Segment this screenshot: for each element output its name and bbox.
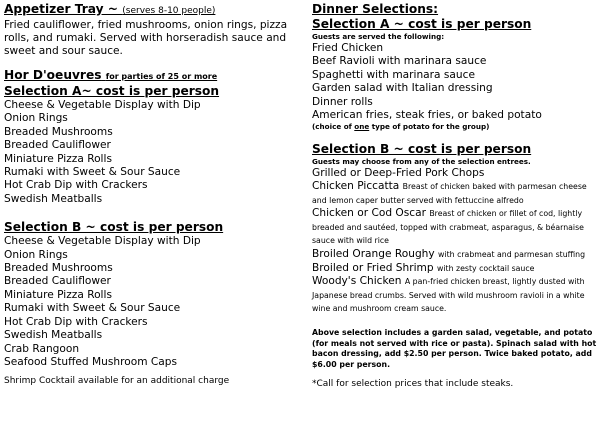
list-item: Spaghetti with marinara sauce xyxy=(312,68,475,81)
selection-a-intro: Guests are served the following: xyxy=(312,32,445,41)
entree-description: A pan-fried chicken breast, lightly dusted with Japanese bread crumbs. Served with wild mushroom ravioli in a white wine and mushroom cream sauce. xyxy=(312,277,585,314)
list-item: Breaded Cauliflower xyxy=(4,139,111,152)
list-item: Breaded Cauliflower xyxy=(4,275,111,288)
entree-item xyxy=(312,167,598,180)
right-selection-a-list xyxy=(312,42,598,122)
right-selection-b-heading: Selection B ~ cost is per person xyxy=(312,142,532,157)
left-selection-a-list xyxy=(4,99,304,206)
list-item: Breaded Mushrooms xyxy=(4,262,113,275)
left-column xyxy=(4,2,304,387)
list-item: Rumaki with Sweet & Sour Sauce xyxy=(4,166,181,179)
steak-prices-note: *Call for selection prices that include steaks. xyxy=(312,379,514,390)
hors-heading: Hor D'oeuvres for parties of 25 or more xyxy=(4,68,218,82)
hors-note: for parties of 25 or more xyxy=(105,72,218,81)
right-column xyxy=(312,2,598,390)
entree-name: Broiled or Fried Shrimp xyxy=(312,261,434,274)
appetizer-heading: Appetizer Tray ~ (serves 8-10 people) xyxy=(4,2,216,16)
shrimp-cocktail-note: Shrimp Cocktail available for an additional charge xyxy=(4,376,230,387)
entree-item xyxy=(312,207,598,248)
list-item: Miniature Pizza Rolls xyxy=(4,288,112,301)
entree-description: with crabmeat and parmesan stuffing xyxy=(438,250,586,259)
entree-description: with zesty cocktail sauce xyxy=(436,263,535,273)
left-selection-b-list xyxy=(4,235,304,369)
appetizer-serves: (serves 8-10 people) xyxy=(122,6,216,16)
entree-item xyxy=(312,275,598,316)
entree-description: Breast of chicken or fillet of cod, lightly breaded and sautéed, topped with crabmeat, asparagus, & béarnaise sauce with wild rice xyxy=(312,209,584,246)
list-item: Fried Chicken xyxy=(312,42,384,54)
entree-name: Woody's Chicken xyxy=(312,275,402,288)
list-item: Swedish Meatballs xyxy=(4,192,103,205)
entree-item xyxy=(312,180,598,207)
entree-name: Chicken Piccatta xyxy=(312,180,400,193)
list-item: Cheese & Vegetable Display with Dip xyxy=(4,235,201,248)
list-item: American fries, steak fries, or baked potato xyxy=(312,109,542,122)
list-item: Beef Ravioli with marinara sauce xyxy=(312,55,487,68)
entree-item xyxy=(312,248,598,262)
list-item: Crab Rangoon xyxy=(4,342,80,355)
appetizer-description: Fried cauliflower, fried mushrooms, onion rings, pizza rolls, and rumaki. Served with horseradish sauce and sweet and sour sauce. xyxy=(4,19,288,57)
entree-name: Broiled Orange Roughy xyxy=(312,248,435,260)
list-item: Seafood Stuffed Mushroom Caps xyxy=(4,355,178,368)
list-item: Onion Rings xyxy=(4,112,68,125)
list-item: Miniature Pizza Rolls xyxy=(4,152,112,165)
dinner-selections-heading: Dinner Selections: xyxy=(312,2,439,16)
entree-name: Chicken or Cod Oscar xyxy=(312,207,426,220)
entree-list xyxy=(312,167,598,316)
list-item: Rumaki with Sweet & Sour Sauce xyxy=(4,302,181,315)
left-selection-b-heading: Selection B ~ cost is per person xyxy=(4,220,224,235)
selection-b-intro: Guests may choose from any of the selection entrees. xyxy=(312,157,531,167)
entree-name: Grilled or Deep-Fried Pork Chops xyxy=(312,167,485,180)
list-item: Swedish Meatballs xyxy=(4,329,103,342)
right-selection-a-heading: Selection A ~ cost is per person xyxy=(312,17,532,31)
entree-item xyxy=(312,262,598,276)
list-item: Breaded Mushrooms xyxy=(4,125,113,138)
selection-includes-note: Above selection includes a garden salad, vegetable, and potato (for meals not served with rice or pasta). Spinach salad with hot bacon dressing, add $2.50 per person. Twice baked potato, add $6.00 per person. xyxy=(312,327,597,369)
potato-choice-note: (choice of one type of potato for the group) xyxy=(312,122,490,132)
list-item: Dinner rolls xyxy=(312,95,373,108)
list-item: Cheese & Vegetable Display with Dip xyxy=(4,99,201,111)
list-item: Garden salad with Italian dressing xyxy=(312,82,493,95)
left-selection-a-heading: Selection A~ cost is per person xyxy=(4,84,220,98)
list-item: Hot Crab Dip with Crackers xyxy=(4,179,148,192)
entree-description: Breast of chicken baked with parmesan cheese and lemon caper butter served with fettuccine alfredo xyxy=(312,182,587,205)
list-item: Hot Crab Dip with Crackers xyxy=(4,315,148,328)
list-item: Onion Rings xyxy=(4,248,68,261)
